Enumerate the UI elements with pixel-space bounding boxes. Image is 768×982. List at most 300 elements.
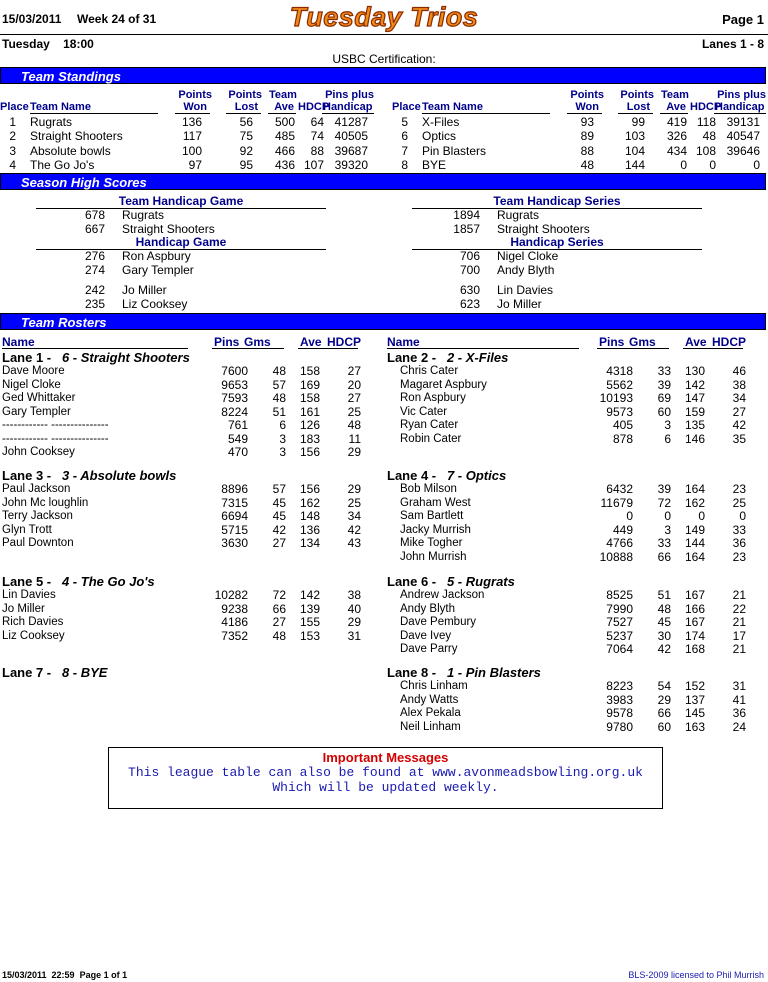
player-gms: 39 [657, 377, 671, 392]
player-pins: 10888 [599, 549, 633, 564]
hcp-game-title: Handicap Game [135, 235, 227, 249]
player-pins: 8525 [606, 588, 633, 602]
standing-hdcp: 48 [702, 129, 716, 144]
lane-team: 7 - Optics [446, 468, 507, 483]
handicap-header: Handicap [323, 101, 373, 113]
standing-lost: 75 [239, 129, 253, 144]
player-gms: 6 [279, 418, 286, 432]
player-gms: 57 [272, 482, 286, 496]
player-ave: 153 [299, 628, 320, 643]
player-pins: 0 [626, 509, 633, 523]
player-hdcp: 46 [732, 364, 746, 378]
player-gms: 51 [657, 588, 671, 602]
standing-team: Straight Shooters [30, 129, 123, 144]
player-name: Jo Miller [2, 602, 45, 615]
player-gms: 48 [272, 628, 286, 643]
roster-hdcp-header: HDCP [327, 335, 362, 349]
player-ave: 156 [299, 445, 320, 459]
player-ave: 159 [684, 404, 705, 419]
high-score-value: 667 [84, 221, 105, 236]
standing-team: Absolute bowls [30, 143, 111, 158]
team-hcp-series-title: Team Handicap Series [493, 194, 621, 208]
lane-number: Lane 4 - [387, 468, 437, 483]
player-ave: 148 [299, 509, 320, 523]
player-gms: 3 [664, 418, 671, 432]
player-gms: 66 [657, 549, 671, 564]
standing-won: 48 [580, 157, 594, 172]
player-hdcp: 48 [347, 418, 361, 432]
player-ave: 135 [684, 418, 705, 432]
player-name: John Mc loughlin [2, 496, 89, 509]
high-score-name: Nigel Cloke [497, 249, 559, 263]
player-hdcp: 23 [732, 549, 746, 564]
player-gms: 39 [657, 482, 671, 496]
player-hdcp: 27 [347, 391, 361, 405]
player-hdcp: 31 [347, 628, 361, 643]
player-name: Robin Cater [400, 432, 462, 445]
team-ave-header: Team [269, 89, 297, 101]
player-gms: 30 [657, 628, 671, 643]
player-name: Magaret Aspbury [400, 378, 487, 391]
player-pins: 470 [227, 445, 248, 459]
standing-lost: 144 [624, 157, 645, 172]
player-ave: 126 [299, 418, 320, 432]
player-name: Chris Cater [400, 365, 459, 377]
rule [2, 348, 188, 349]
player-ave: 174 [684, 628, 705, 643]
high-score-name: Straight Shooters [122, 221, 215, 236]
pins-plus-header: Pins plus [325, 89, 374, 101]
player-gms: 6 [664, 431, 671, 446]
standing-won: 100 [181, 143, 202, 158]
player-ave: 149 [684, 522, 705, 537]
player-hdcp: 25 [347, 495, 361, 510]
points-won-header: Points [570, 89, 604, 101]
standing-team: Optics [422, 129, 457, 144]
standing-ave: 500 [274, 115, 295, 129]
high-score-value: 242 [84, 283, 105, 297]
lane-team: 8 - BYE [61, 665, 108, 680]
standing-team: The Go Jo's [30, 157, 95, 172]
points-won-header-2: Won [575, 101, 599, 113]
roster-name-header: Name [2, 335, 35, 349]
roster-pins-header: Pins [599, 335, 625, 349]
standing-lost: 103 [624, 129, 645, 144]
player-name: Terry Jackson [2, 510, 73, 522]
points-won-header-2: Won [183, 101, 207, 113]
player-name: Ged Whittaker [2, 392, 76, 404]
player-name: Nigel Cloke [2, 378, 61, 391]
standing-lost: 92 [239, 143, 253, 158]
certification: USBC Certification: [332, 52, 436, 66]
player-ave: 163 [684, 719, 705, 734]
lane-header [2, 665, 107, 680]
player-pins: 7315 [221, 495, 248, 510]
player-name: Dave Ivey [400, 629, 452, 642]
roster-name-header: Name [387, 335, 420, 349]
player-gms: 3 [279, 431, 286, 446]
roster-ave-header: Ave [685, 335, 707, 349]
team-name-header: Team Name [30, 101, 91, 113]
player-pins: 8224 [221, 404, 248, 419]
player-name: Rich Davies [2, 616, 64, 628]
player-gms: 72 [272, 588, 286, 602]
high-score-name: Rugrats [122, 208, 165, 222]
footer-timestamp: 15/03/2011 22:59 Page 1 of 1 [2, 970, 128, 980]
lane-number: Lane 8 - [387, 665, 437, 680]
player-pins: 4186 [221, 615, 248, 629]
points-lost-header-2: Lost [626, 101, 650, 113]
standing-place: 2 [9, 129, 16, 144]
player-pins: 7600 [221, 364, 248, 378]
player-pins: 3983 [606, 692, 633, 707]
player-name: Andy Blyth [400, 602, 455, 615]
header-divider [0, 34, 768, 35]
lane-number: Lane 5 - [2, 574, 52, 589]
player-pins: 405 [612, 418, 633, 432]
player-ave: 164 [684, 482, 705, 496]
player-ave: 162 [299, 495, 320, 510]
lane-team: 2 - X-Files [446, 350, 509, 365]
high-score-name: Lin Davies [497, 283, 554, 297]
rule [212, 348, 284, 349]
player-gms: 33 [657, 364, 671, 378]
player-name: ------------ --------------- [2, 432, 109, 445]
player-name: Liz Cooksey [2, 629, 65, 642]
standing-won: 93 [580, 115, 594, 129]
player-gms: 3 [664, 522, 671, 537]
player-ave: 166 [684, 601, 705, 616]
player-pins: 7064 [606, 642, 633, 656]
high-score-name: Liz Cooksey [122, 296, 188, 311]
player-name: Alex Pekala [400, 707, 461, 719]
player-pins: 9578 [606, 706, 633, 720]
player-gms: 27 [272, 536, 286, 550]
player-gms: 48 [272, 391, 286, 405]
player-ave: 167 [684, 588, 705, 602]
player-ave: 183 [299, 431, 320, 446]
player-pins: 7352 [221, 628, 248, 643]
place-header: Place [0, 101, 29, 113]
lane-team: 5 - Rugrats [446, 574, 515, 589]
standing-hdcp: 0 [709, 157, 716, 172]
standing-won: 88 [580, 143, 594, 158]
header-underline [714, 113, 766, 114]
player-pins: 6694 [221, 509, 248, 523]
player-hdcp: 33 [732, 522, 746, 537]
player-ave: 162 [684, 495, 705, 510]
page-title: Tuesday Trios [289, 2, 479, 32]
standing-pins: 39687 [334, 143, 368, 158]
message-line-1: This league table can also be found at www.avonmeadsbowling.org.uk [128, 765, 643, 780]
high-score-name: Rugrats [497, 208, 540, 222]
hcp-series-title: Handicap Series [510, 235, 604, 249]
player-ave: 167 [684, 615, 705, 629]
lane-header [387, 350, 508, 365]
standing-ave: 466 [274, 143, 295, 158]
player-ave: 139 [299, 601, 320, 616]
standing-place: 8 [401, 157, 408, 172]
player-gms: 48 [272, 364, 286, 378]
standing-team: BYE [422, 157, 447, 172]
standing-won: 89 [580, 129, 594, 144]
player-hdcp: 22 [732, 601, 746, 616]
player-pins: 10193 [599, 391, 633, 405]
player-hdcp: 34 [732, 391, 746, 405]
standing-team: Rugrats [30, 115, 73, 129]
player-ave: 0 [698, 509, 705, 523]
player-name: Vic Cater [400, 405, 448, 418]
player-pins: 4766 [606, 536, 633, 550]
player-name: Ron Aspbury [400, 392, 466, 404]
footer-license: BLS-2009 licensed to Phil Murrish [628, 970, 764, 980]
standing-ave: 485 [274, 129, 295, 144]
player-hdcp: 25 [347, 404, 361, 419]
player-gms: 29 [657, 692, 671, 707]
standing-hdcp: 88 [310, 143, 324, 158]
standing-won: 97 [188, 157, 202, 172]
player-name: Jacky Murrish [400, 523, 471, 536]
player-gms: 66 [272, 601, 286, 616]
player-gms: 57 [272, 377, 286, 392]
player-pins: 9780 [606, 719, 633, 734]
player-ave: 137 [684, 692, 705, 707]
player-hdcp: 29 [347, 615, 361, 629]
player-hdcp: 38 [347, 588, 361, 602]
player-ave: 155 [299, 615, 320, 629]
player-gms: 27 [272, 615, 286, 629]
player-pins: 5715 [221, 522, 248, 537]
player-name: Neil Linham [400, 720, 461, 733]
high-score-value: 678 [84, 208, 105, 222]
standing-lost: 56 [239, 115, 253, 129]
important-messages [108, 747, 663, 809]
player-hdcp: 20 [347, 377, 361, 392]
high-score-value: 1894 [453, 208, 480, 222]
player-name: Dave Pembury [400, 616, 477, 628]
player-gms: 42 [272, 522, 286, 537]
player-hdcp: 21 [732, 642, 746, 656]
player-hdcp: 34 [347, 509, 361, 523]
rule [597, 348, 669, 349]
team-ave-header: Team [661, 89, 689, 101]
player-ave: 146 [684, 431, 705, 446]
lane-team: 1 - Pin Blasters [446, 665, 541, 680]
player-hdcp: 38 [732, 377, 746, 392]
player-name: Ryan Cater [400, 419, 459, 431]
player-gms: 45 [272, 509, 286, 523]
player-hdcp: 25 [732, 495, 746, 510]
standing-place: 6 [401, 129, 408, 144]
standing-ave: 0 [680, 157, 687, 172]
day-time: Tuesday 18:00 [2, 37, 94, 51]
player-hdcp: 31 [732, 679, 746, 693]
player-hdcp: 43 [347, 536, 361, 550]
header-underline [175, 113, 210, 114]
player-gms: 66 [657, 706, 671, 720]
roster-gms-header: Gms [629, 335, 656, 349]
player-hdcp: 29 [347, 445, 361, 459]
rule [387, 348, 579, 349]
standing-pins: 0 [753, 157, 760, 172]
lane-number: Lane 6 - [387, 574, 437, 589]
player-ave: 144 [684, 536, 705, 550]
page-number: Page 1 [722, 12, 764, 27]
high-score-value: 1857 [453, 221, 480, 236]
standing-place: 7 [401, 143, 408, 158]
player-name: Chris Linham [400, 680, 468, 692]
standing-place: 5 [401, 115, 408, 129]
lane-header [2, 574, 155, 589]
standing-pins: 39320 [334, 157, 368, 172]
message-line-2: Which will be updated weekly. [272, 780, 499, 795]
high-score-name: Andy Blyth [497, 262, 555, 277]
player-hdcp: 27 [732, 404, 746, 419]
standing-place: 1 [9, 115, 16, 129]
lane-header [2, 350, 190, 365]
player-ave: 142 [684, 377, 705, 392]
standing-pins: 39646 [726, 143, 760, 158]
player-gms: 60 [657, 719, 671, 734]
standing-pins: 39131 [726, 115, 760, 129]
standing-ave: 434 [666, 143, 687, 158]
high-score-value: 706 [459, 249, 480, 263]
player-pins: 549 [227, 431, 248, 446]
player-pins: 7527 [606, 615, 633, 629]
standing-pins: 40505 [334, 129, 368, 144]
lane-header [2, 468, 176, 483]
lane-header [387, 665, 541, 680]
player-name: Sam Bartlett [400, 510, 464, 522]
player-gms: 45 [272, 495, 286, 510]
player-pins: 9238 [221, 601, 248, 616]
player-pins: 3630 [221, 536, 248, 550]
team-name-header: Team Name [422, 101, 483, 113]
lane-team: 3 - Absolute bowls [61, 468, 177, 483]
header-underline [268, 113, 296, 114]
player-name: ------------ --------------- [2, 419, 109, 431]
player-hdcp: 24 [732, 719, 746, 734]
player-pins: 7593 [221, 391, 248, 405]
roster-hdcp-header: HDCP [712, 335, 747, 349]
player-pins: 7990 [606, 601, 633, 616]
player-name: John Cooksey [2, 446, 75, 458]
player-name: Graham West [400, 496, 471, 509]
standing-hdcp: 118 [696, 115, 716, 129]
player-name: Mike Togher [400, 537, 463, 549]
high-score-name: Jo Miller [122, 283, 167, 297]
high-score-value: 274 [84, 262, 105, 277]
player-hdcp: 36 [732, 536, 746, 550]
team-ave-header-2: Ave [274, 101, 294, 113]
points-won-header: Points [178, 89, 212, 101]
standing-ave: 419 [666, 115, 687, 129]
player-hdcp: 11 [348, 431, 361, 446]
place-header: Place [392, 101, 421, 113]
lane-number: Lane 2 - [387, 350, 437, 365]
high-score-value: 276 [84, 249, 105, 263]
rule [683, 348, 743, 349]
player-ave: 161 [299, 404, 320, 419]
roster-ave-header: Ave [300, 335, 322, 349]
player-gms: 69 [657, 391, 671, 405]
roster-pins-header: Pins [214, 335, 240, 349]
player-ave: 152 [684, 679, 705, 693]
player-pins: 9653 [221, 377, 248, 392]
team-ave-header-2: Ave [666, 101, 686, 113]
player-name: Dave Moore [2, 365, 65, 377]
standing-hdcp: 108 [695, 143, 716, 158]
header-underline [322, 113, 374, 114]
player-hdcp: 42 [732, 418, 746, 432]
player-gms: 51 [272, 404, 286, 419]
lane-team: 6 - Straight Shooters [61, 350, 190, 365]
lane-number: Lane 3 - [2, 468, 52, 483]
player-hdcp: 40 [347, 601, 361, 616]
pins-plus-header: Pins plus [717, 89, 766, 101]
player-pins: 10282 [214, 588, 248, 602]
player-pins: 11679 [600, 495, 633, 510]
player-hdcp: 21 [732, 588, 746, 602]
player-pins: 4318 [606, 364, 633, 378]
high-score-value: 700 [459, 262, 480, 277]
player-ave: 142 [299, 588, 320, 602]
player-hdcp: 29 [347, 482, 361, 496]
player-hdcp: 23 [732, 482, 746, 496]
player-ave: 145 [684, 706, 705, 720]
player-name: Dave Parry [400, 643, 458, 655]
standing-place: 3 [9, 143, 16, 158]
standing-pins: 40547 [726, 129, 760, 144]
player-pins: 878 [612, 431, 633, 446]
points-lost-header-2: Lost [234, 101, 258, 113]
header-underline [422, 113, 550, 114]
standing-ave: 436 [274, 157, 295, 172]
high-score-value: 235 [84, 296, 105, 311]
player-name: Bob Milson [400, 483, 457, 495]
high-score-value: 630 [459, 283, 480, 297]
standing-lost: 95 [239, 157, 253, 172]
header-underline [567, 113, 602, 114]
standing-won: 136 [181, 115, 202, 129]
player-name: Paul Downton [2, 537, 74, 549]
player-hdcp: 27 [347, 364, 361, 378]
handicap-header: Handicap [715, 101, 765, 113]
player-gms: 54 [657, 679, 671, 693]
lane-header [387, 468, 506, 483]
points-lost-header: Points [620, 89, 654, 101]
player-hdcp: 42 [347, 522, 361, 537]
lane-number: Lane 1 - [2, 350, 52, 365]
team-hcp-game-title: Team Handicap Game [118, 194, 244, 208]
player-pins: 449 [612, 522, 633, 537]
player-ave: 136 [299, 522, 320, 537]
player-hdcp: 17 [732, 628, 746, 643]
player-gms: 33 [657, 536, 671, 550]
player-hdcp: 21 [732, 615, 746, 629]
section-team-standings: Team Standings [0, 67, 766, 84]
player-ave: 164 [684, 549, 705, 564]
standing-won: 117 [182, 129, 202, 144]
lane-number: Lane 7 - [2, 665, 52, 680]
player-ave: 168 [684, 642, 705, 656]
rule [298, 348, 358, 349]
player-ave: 130 [684, 364, 705, 378]
standing-hdcp: 74 [310, 129, 324, 144]
player-name: John Murrish [400, 550, 467, 563]
header-underline [30, 113, 158, 114]
lane-team: 4 - The Go Jo's [61, 574, 155, 589]
